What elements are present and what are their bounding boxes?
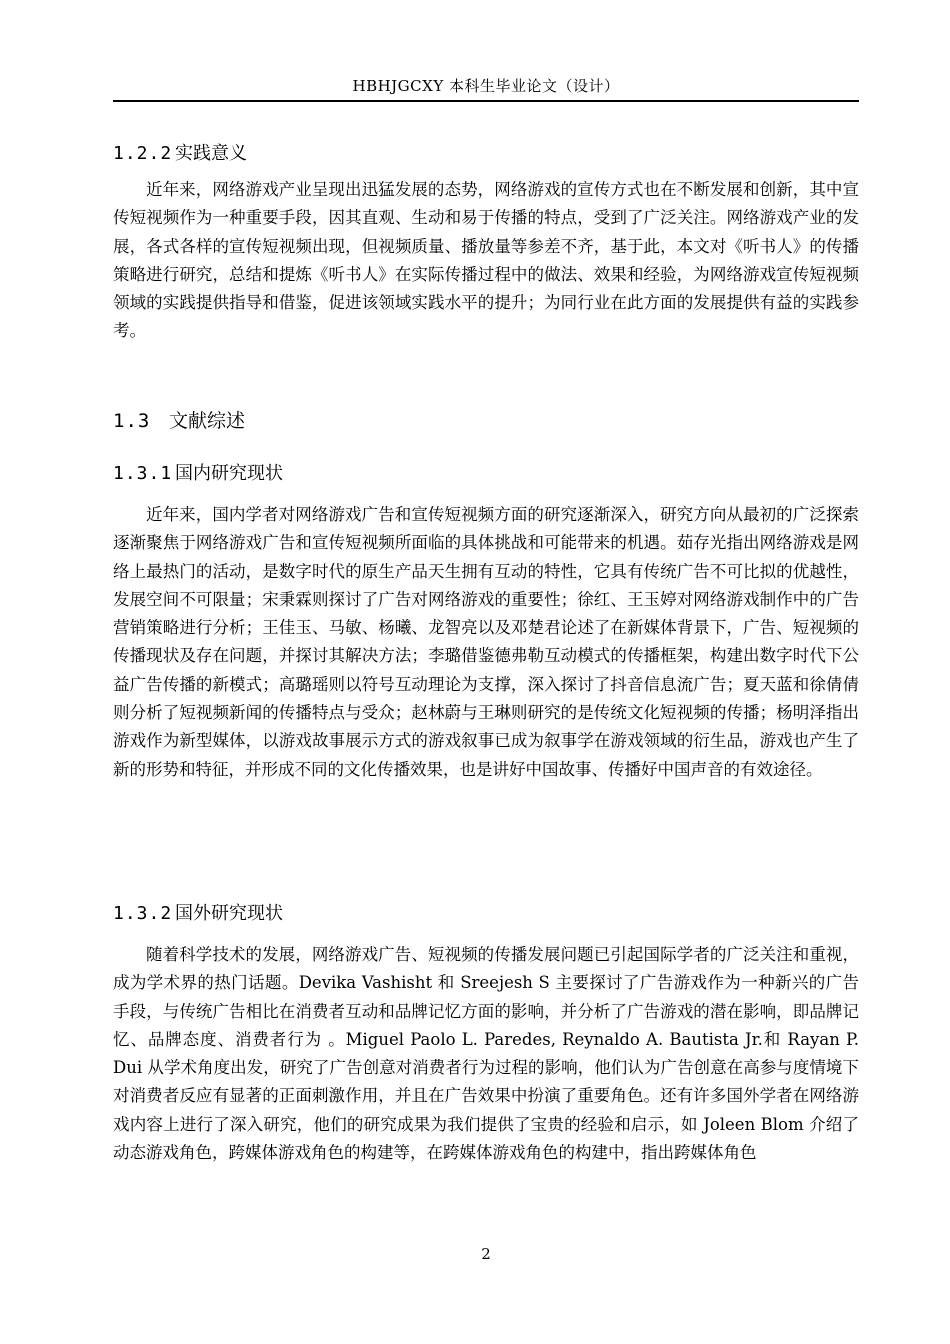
section-title: 文献综述 [169,410,246,432]
section-number: 1.3.2 [113,903,173,924]
section-number: 1.2.2 [113,143,173,164]
section-heading-1-2-2 [113,142,247,166]
running-header: HBHJGCXY 本科生毕业论文（设计） [352,77,620,95]
section-heading-1-3 [113,408,245,434]
paragraph-foreign-research: 随着科学技术的发展，网络游戏广告、短视频的传播发展问题已引起国际学者的广泛关注和重视，成为学术界的热门话题。Devika Vashisht 和 Sreejesh S 主要探讨了广告游戏作为一种新兴的广告手段，与传统广告相比在消费者互动和品牌记忆方面的影响，并分析了广告游戏的潜在影响，即品牌记忆、品牌态度、消费者行为 。Miguel Paolo L. Paredes, Reynaldo A. Bautista Jr.和 Rayan P. Dui 从学术角度出发，研究了广告创意对消费者行为过程的影响，他们认为广告创意在高参与度情境下对消费者反应有显著的正面刺激作用，并且在广告效果中扮演了重要角色。还有许多国外学者在网络游戏内容上进行了深入研究，他们的研究成果为我们提供了宝贵的经验和启示，如 Joleen Blom 介绍了动态游戏角色，跨媒体游戏角色的构建等，在跨媒体游戏角色的构建中，指出跨媒体角色 [113,945,859,1163]
section-heading-1-3-1 [113,462,283,486]
header-rule [113,100,859,102]
section-title: 国外研究现状 [175,903,283,924]
section-title: 国内研究现状 [175,463,283,484]
paragraph-domestic-research: 近年来，国内学者对网络游戏广告和宣传短视频方面的研究逐渐深入，研究方向从最初的广泛探索逐渐聚焦于网络游戏广告和宣传短视频所面临的具体挑战和可能带来的机遇。茹存光指出网络游戏是网络上最热门的活动，是数字时代的原生产品天生拥有互动的特性，它具有传统广告不可比拟的优越性，发展空间不可限量；宋秉霖则探讨了广告对网络游戏的重要性；徐红、王玉婷对网络游戏制作中的广告营销策略进行分析；王佳玉、马敏、杨曦、龙智亮以及邓楚君论述了在新媒体背景下，广告、短视频的传播现状及存在问题，并探讨其解决方法；李璐借鉴德弗勒互动模式的传播框架，构建出数字时代下公益广告传播的新模式；高璐瑶则以符号互动理论为支撑，深入探讨了抖音信息流广告；夏天蓝和徐倩倩则分析了短视频新闻的传播特点与受众；赵林蔚与王琳则研究的是传统文化短视频的传播；杨明泽指出游戏作为新型媒体，以游戏故事展示方式的游戏叙事已成为叙事学在游戏领域的衍生品，游戏也产生了新的形势和特征，并形成不同的文化传播效果，也是讲好中国故事、传播好中国声音的有效途径。 [113,505,859,779]
paragraph-practical-significance: 近年来，网络游戏产业呈现出迅猛发展的态势，网络游戏的宣传方式也在不断发展和创新，其中宣传短视频作为一种重要手段，因其直观、生动和易于传播的特点，受到了广泛关注。网络游戏产业的发展，各式各样的宣传短视频出现，但视频质量、播放量等参差不齐，基于此，本文对《听书人》的传播策略进行研究，总结和提炼《听书人》在实际传播过程中的做法、效果和经验，为网络游戏宣传短视频领域的实践提供指导和借鉴，促进该领域实践水平的提升；为同行业在此方面的发展提供有益的实践参考。 [113,180,859,341]
section-title: 实践意义 [175,143,247,164]
section-heading-1-3-2 [113,902,283,926]
page-number: 2 [481,1245,491,1263]
section-number: 1.3.1 [113,463,173,484]
section-number: 1.3 [113,410,151,432]
